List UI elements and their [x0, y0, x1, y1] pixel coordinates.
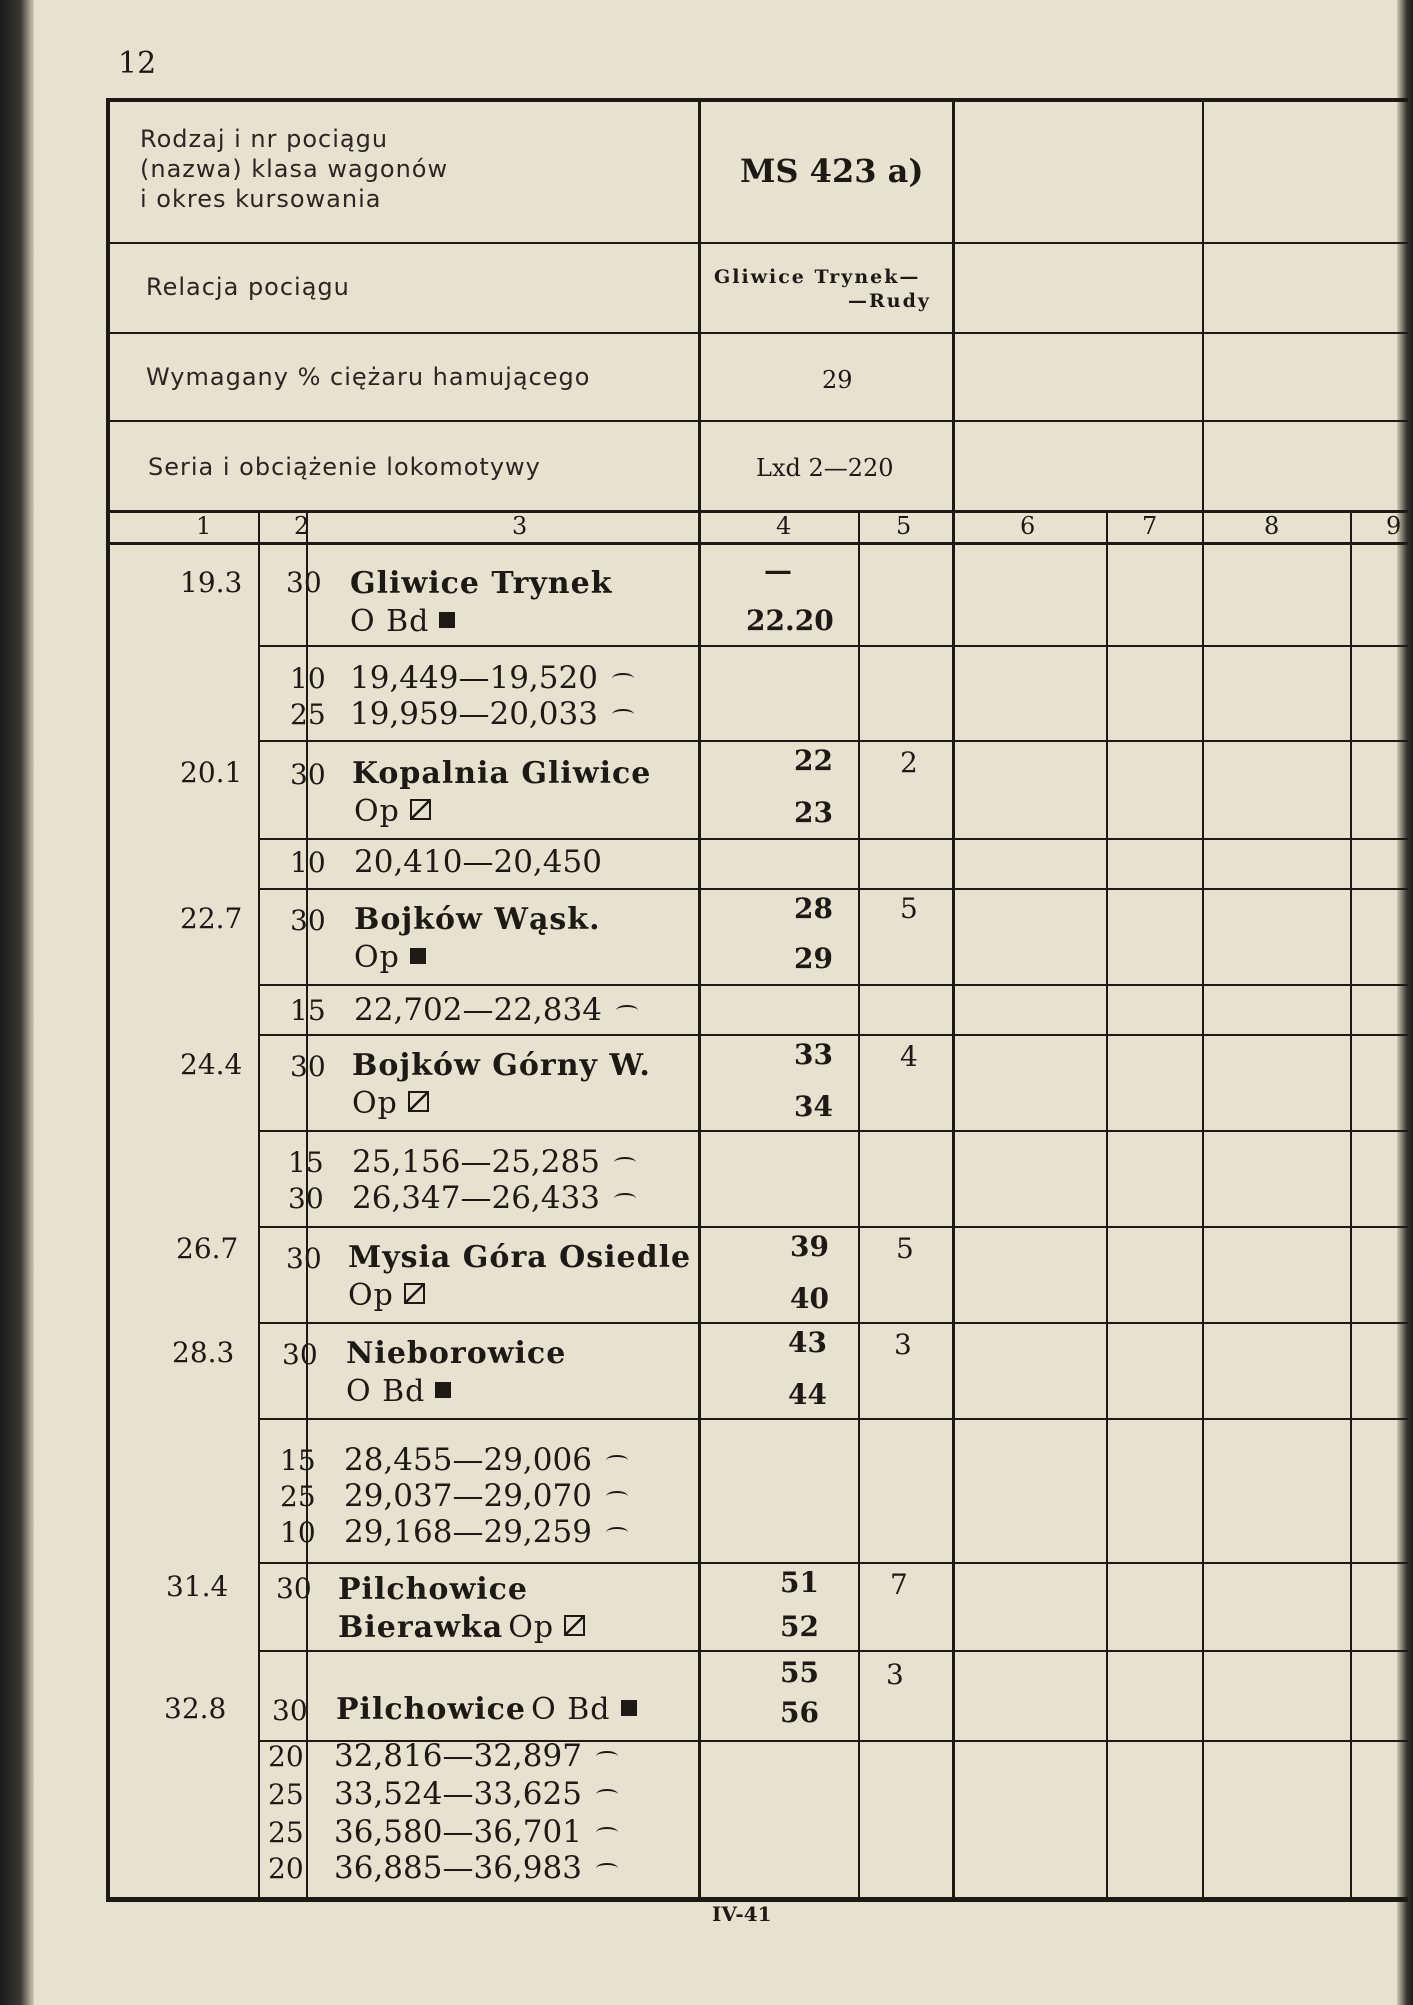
- limit-range: 36,580—36,701: [334, 1814, 618, 1850]
- time-departure: 56: [780, 1696, 819, 1729]
- divider-col1-col2: [258, 510, 260, 1897]
- speed-limit-arc-icon: [606, 1491, 628, 1502]
- station-name: Bojków Wąsk.: [354, 902, 601, 937]
- limit-speed: 15: [288, 1146, 324, 1179]
- divider-col8-col9: [1350, 510, 1352, 1897]
- relation-label: Relacja pociągu: [146, 273, 350, 301]
- speed-limit-arc-icon: [596, 1751, 618, 1762]
- col-number-3: 3: [512, 512, 528, 540]
- divider-col5-col6: [952, 102, 955, 1897]
- row-rule: [258, 1226, 1408, 1228]
- speed-limit-arc-icon: [612, 673, 634, 684]
- train-label-line-2: (nazwa) klasa wagonów: [140, 155, 449, 183]
- station-full-symbol-icon: [410, 948, 426, 964]
- km-value: 28.3: [172, 1336, 235, 1369]
- footer-code: IV-41: [712, 1902, 772, 1926]
- dwell-value: 2: [900, 746, 918, 779]
- limit-speed: 15: [290, 994, 326, 1027]
- speed-limit-arc-icon: [612, 709, 634, 720]
- km-value: 32.8: [164, 1692, 227, 1725]
- km-value: 26.7: [176, 1232, 239, 1265]
- row-rule: [258, 838, 1408, 840]
- col-number-1: 1: [196, 512, 212, 540]
- header-rule-1: [110, 242, 1408, 244]
- dwell-value: 7: [890, 1568, 908, 1601]
- station-name: Pilchowice: [338, 1572, 529, 1607]
- row-rule: [258, 1650, 1408, 1652]
- speed-value: 30: [290, 758, 326, 791]
- time-departure: 40: [790, 1282, 829, 1315]
- km-value: 19.3: [180, 566, 243, 599]
- limit-range: 36,885—36,983: [334, 1850, 618, 1886]
- limit-range: 26,347—26,433: [352, 1180, 636, 1216]
- divider-col7-col8: [1202, 102, 1204, 1897]
- limit-speed: 10: [290, 662, 326, 695]
- limit-speed: 15: [280, 1444, 316, 1477]
- brake-label: Wymagany % ciężaru hamującego: [146, 363, 591, 391]
- speed-limit-arc-icon: [614, 1193, 636, 1204]
- station-half-symbol-icon: [564, 1615, 585, 1636]
- time-arrival: 55: [780, 1656, 819, 1689]
- speed-limit-arc-icon: [614, 1157, 636, 1168]
- col-number-4: 4: [776, 512, 792, 540]
- row-rule: [258, 984, 1408, 986]
- speed-value: 30: [276, 1572, 312, 1605]
- page-edge-left: [0, 0, 34, 2005]
- train-label-line-3: i okres kursowania: [140, 185, 382, 213]
- station-full-symbol-icon: [621, 1700, 637, 1716]
- time-departure: 34: [794, 1090, 833, 1123]
- limit-speed: 30: [288, 1182, 324, 1215]
- speed-limit-arc-icon: [606, 1527, 628, 1538]
- station-half-symbol-icon: [410, 799, 431, 820]
- speed-value: 30: [290, 904, 326, 937]
- station-half-symbol-icon: [404, 1283, 425, 1304]
- station-class: Op: [348, 1278, 425, 1313]
- station-line: Pilchowice O Bd: [336, 1692, 637, 1727]
- speed-value: 30: [286, 1242, 322, 1275]
- divider-col3-col4: [698, 102, 701, 1897]
- limit-speed: 25: [290, 698, 326, 731]
- time-departure: 22.20: [746, 604, 834, 637]
- speed-value: 30: [286, 566, 322, 599]
- train-label-line-1: Rodzaj i nr pociągu: [140, 125, 389, 153]
- dwell-value: 5: [896, 1232, 914, 1265]
- time-arrival: 39: [790, 1230, 829, 1263]
- brake-value: 29: [822, 366, 853, 394]
- station-name: Nieborowice: [346, 1336, 567, 1371]
- speed-value: 30: [290, 1050, 326, 1083]
- limit-speed: 25: [268, 1778, 304, 1811]
- relation-value-line-1: Gliwice Trynek—: [714, 266, 921, 288]
- row-rule: [258, 1034, 1408, 1036]
- station-class: Op: [354, 794, 431, 829]
- divider-col6-col7: [1106, 510, 1108, 1897]
- station-class: Op: [352, 1086, 429, 1121]
- km-value: 22.7: [180, 902, 243, 935]
- limit-range: 28,455—29,006: [344, 1442, 628, 1478]
- dwell-value: 5: [900, 892, 918, 925]
- dwell-value: 3: [894, 1328, 912, 1361]
- station-class: O Bd: [346, 1374, 451, 1409]
- limit-range: 29,037—29,070: [344, 1478, 628, 1514]
- station-name: Bojków Górny W.: [352, 1048, 651, 1083]
- speed-value: 30: [272, 1694, 308, 1727]
- row-rule: [258, 1130, 1408, 1132]
- col-number-9: 9: [1386, 512, 1402, 540]
- limit-range: 22,702—22,834: [354, 992, 638, 1028]
- limit-range: 19,449—19,520: [350, 660, 634, 696]
- colnum-rule: [110, 542, 1408, 545]
- limit-speed: 20: [268, 1740, 304, 1773]
- time-arrival: 28: [794, 892, 833, 925]
- station-half-symbol-icon: [408, 1091, 429, 1112]
- col-number-2: 2: [294, 512, 310, 540]
- station-class: O Bd: [350, 604, 455, 639]
- station-name: Gliwice Trynek: [350, 566, 613, 601]
- col-number-7: 7: [1142, 512, 1158, 540]
- row-rule: [258, 888, 1408, 890]
- limit-speed: 25: [280, 1480, 316, 1513]
- row-rule: [258, 740, 1408, 742]
- row-rule: [258, 1322, 1408, 1324]
- km-value: 24.4: [180, 1048, 243, 1081]
- time-arrival: 43: [788, 1326, 827, 1359]
- header-rule-3: [110, 420, 1408, 422]
- train-value: MS 423 a): [740, 152, 924, 190]
- time-departure: 44: [788, 1378, 827, 1411]
- time-departure: 52: [780, 1610, 819, 1643]
- station-name: Kopalnia Gliwice: [352, 756, 652, 791]
- header-rule-2: [110, 332, 1408, 334]
- limit-range: 32,816—32,897: [334, 1738, 618, 1774]
- speed-limit-arc-icon: [616, 1005, 638, 1016]
- limit-range: 29,168—29,259: [344, 1514, 628, 1550]
- speed-value: 30: [282, 1338, 318, 1371]
- row-rule: [258, 1418, 1408, 1420]
- limit-range: 33,524—33,625: [334, 1776, 618, 1812]
- limit-speed: 10: [280, 1516, 316, 1549]
- time-departure: 29: [794, 942, 833, 975]
- limit-speed: 20: [268, 1852, 304, 1885]
- limit-speed: 10: [290, 846, 326, 879]
- col-number-6: 6: [1020, 512, 1036, 540]
- time-arrival: —: [764, 554, 792, 587]
- col-number-5: 5: [896, 512, 912, 540]
- loco-label: Seria i obciążenie lokomotywy: [148, 453, 541, 481]
- limit-range: 19,959—20,033: [350, 696, 634, 732]
- loco-value: Lxd 2—220: [756, 454, 894, 482]
- station-full-symbol-icon: [439, 612, 455, 628]
- limit-speed: 25: [268, 1816, 304, 1849]
- page-number: 12: [118, 46, 157, 81]
- time-arrival: 51: [780, 1566, 819, 1599]
- station-name: Mysia Góra Osiedle: [348, 1240, 692, 1275]
- limit-range: 25,156—25,285: [352, 1144, 636, 1180]
- time-arrival: 33: [794, 1038, 833, 1071]
- station-class: Op: [354, 940, 426, 975]
- speed-limit-arc-icon: [606, 1455, 628, 1466]
- row-rule: [258, 1562, 1408, 1564]
- speed-limit-arc-icon: [596, 1827, 618, 1838]
- speed-limit-arc-icon: [596, 1863, 618, 1874]
- relation-value-line-2: —Rudy: [848, 290, 931, 312]
- dwell-value: 4: [900, 1040, 918, 1073]
- divider-col4-col5: [858, 510, 860, 1897]
- speed-limit-arc-icon: [596, 1789, 618, 1800]
- time-departure: 23: [794, 796, 833, 829]
- km-value: 31.4: [166, 1570, 229, 1603]
- row-rule: [258, 645, 1408, 647]
- time-arrival: 22: [794, 744, 833, 777]
- station-full-symbol-icon: [435, 1382, 451, 1398]
- limit-range: 20,410—20,450: [354, 844, 602, 880]
- station-name-line-2: Bierawka Op: [338, 1610, 585, 1645]
- col-number-8: 8: [1264, 512, 1280, 540]
- km-value: 20.1: [180, 756, 243, 789]
- dwell-value: 3: [886, 1658, 904, 1691]
